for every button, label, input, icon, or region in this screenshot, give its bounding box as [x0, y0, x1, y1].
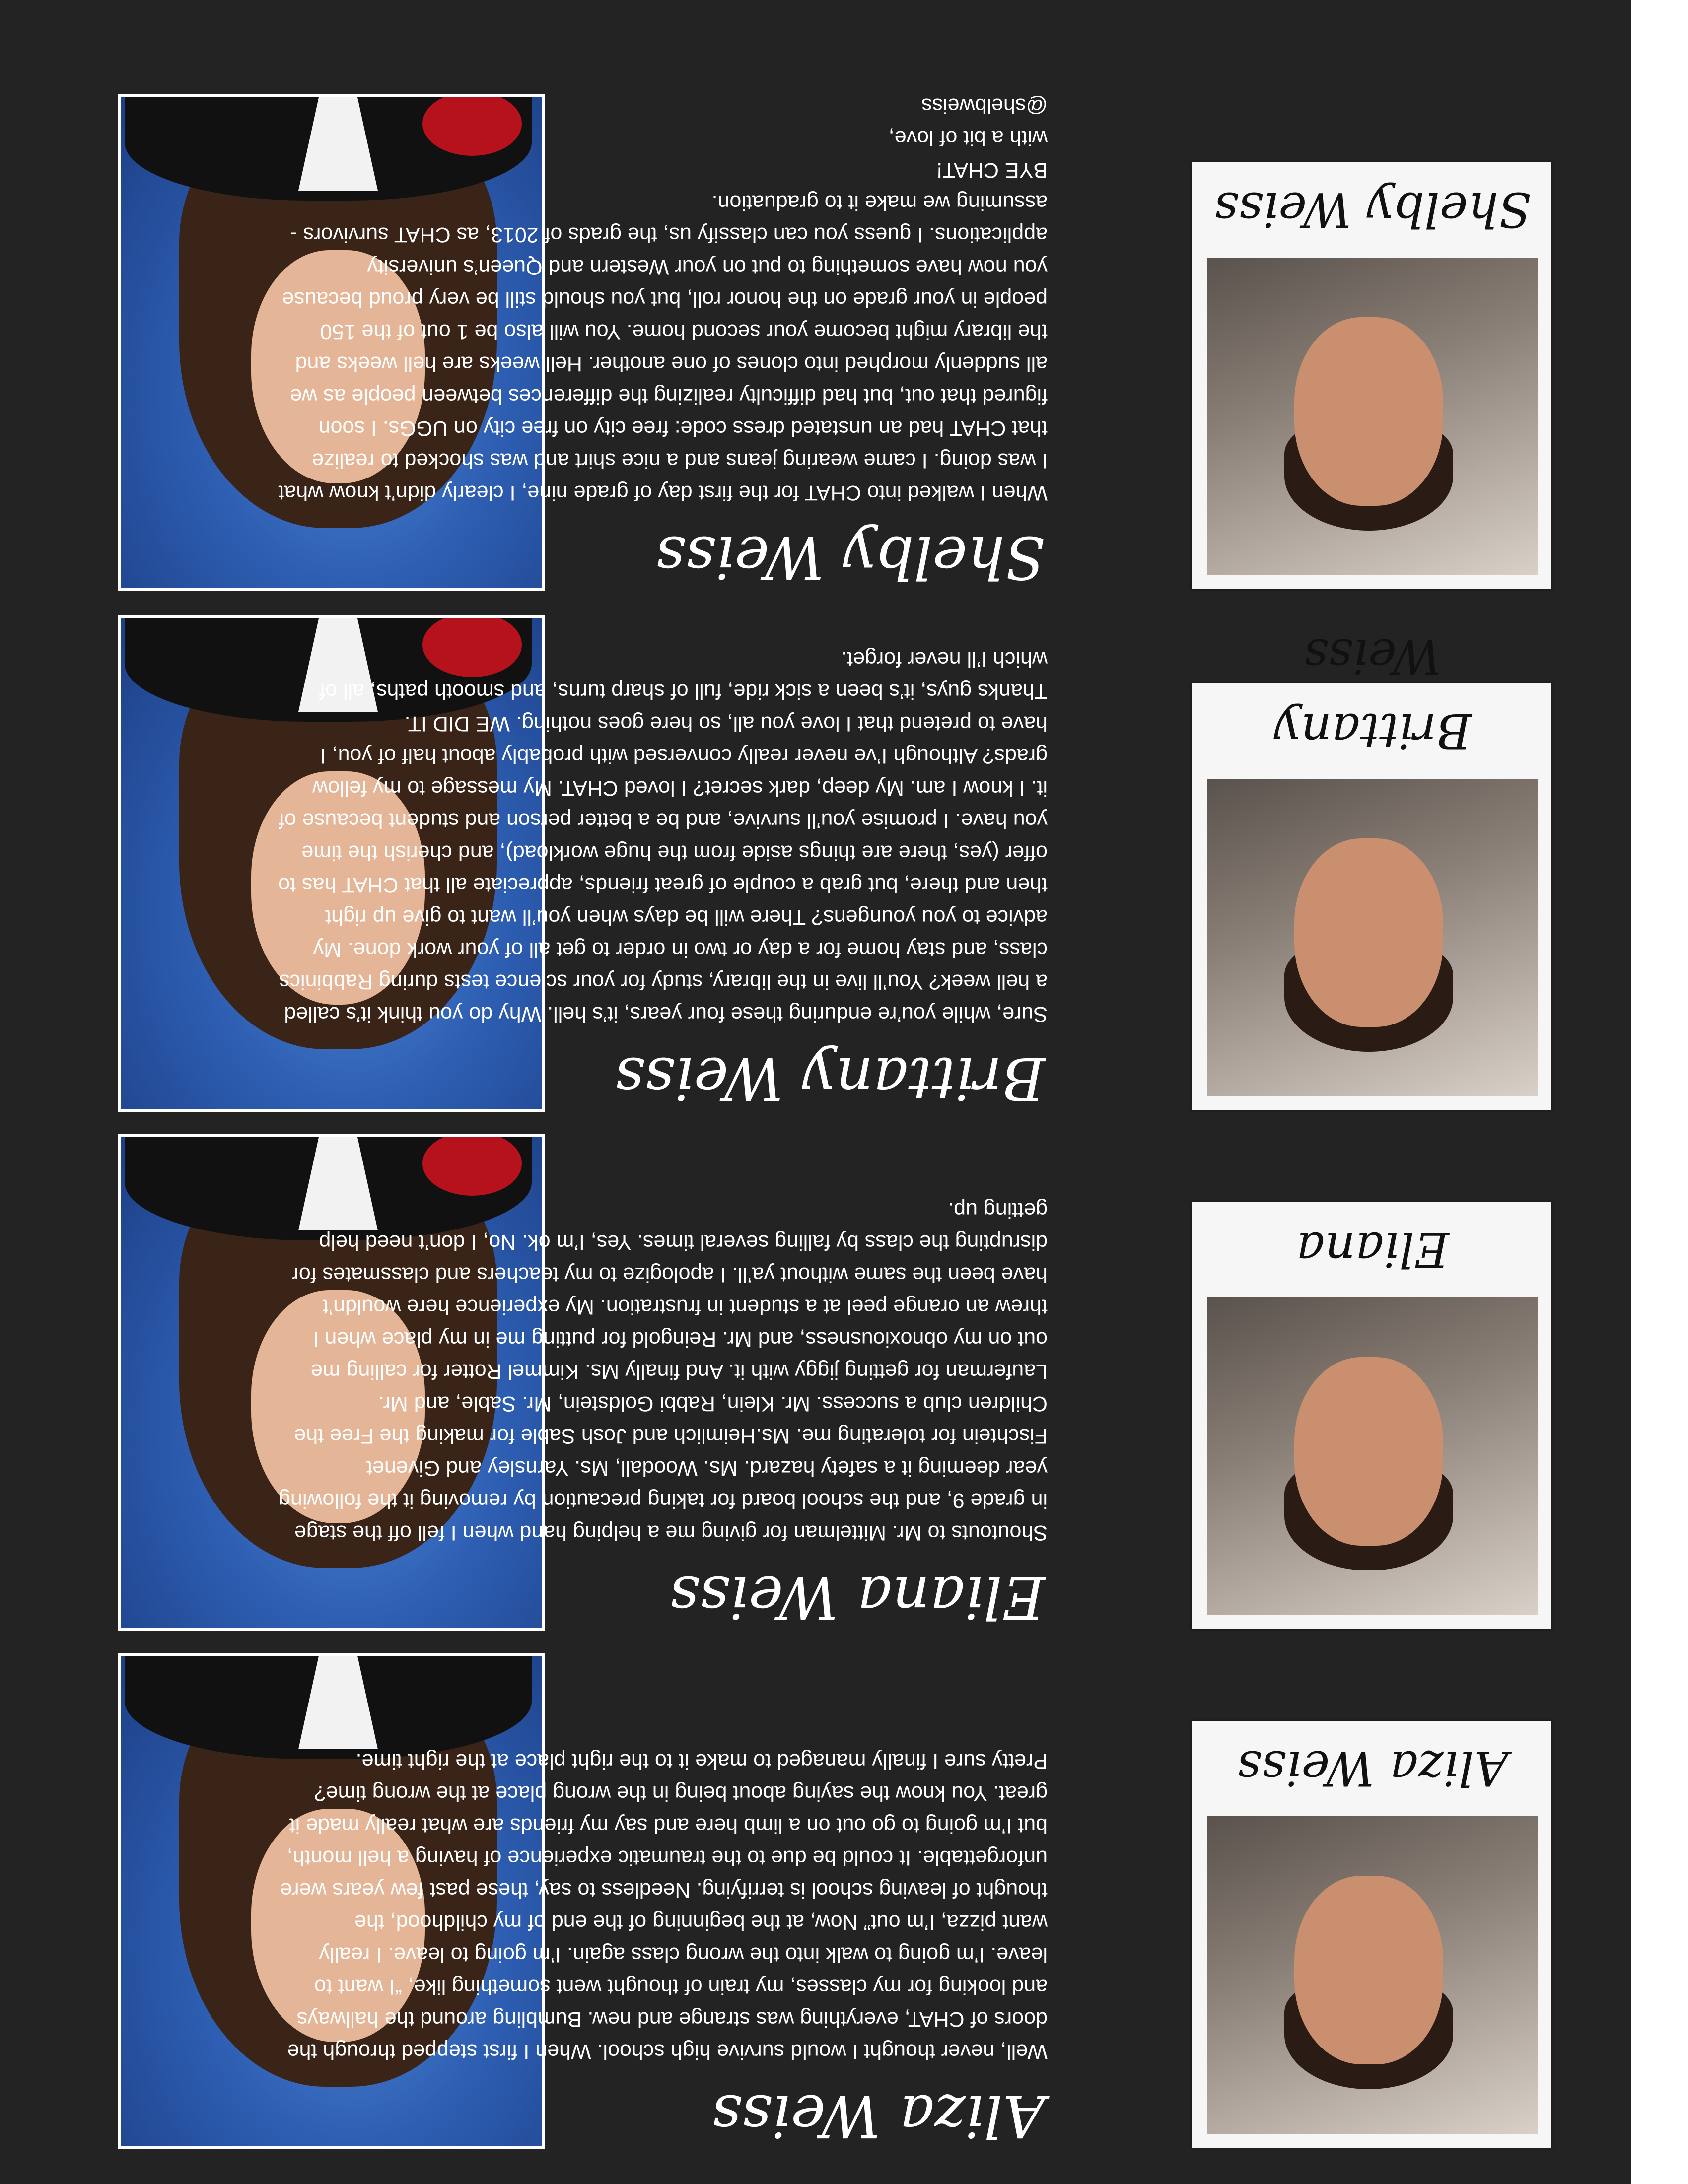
signature: Shelby Weiss — [1214, 182, 1532, 237]
student-message — [278, 1745, 1048, 2067]
student-entry-shelby — [0, 69, 1631, 591]
student-message — [278, 643, 1048, 1030]
message-paragraph: BYE CHAT! — [936, 158, 1048, 182]
student-name: Shelby Weiss — [655, 523, 1045, 592]
childhood-polaroid — [1192, 628, 1551, 1110]
childhood-polaroid — [1192, 1721, 1551, 2148]
message-paragraph: Shoutouts to Mr. Mittelman for giving me a helping hand when I fell off the stage in grade 9, and the school board for taking precaution by removing it the following year deeming it a safety hazard. Ms. Woodall, Ms. Yarnsley and Givenet Fischtein for tolerating me. Ms.Heimlich and Josh Sable for making the Free the Children club a success. Mr. Klein, Rabbi Goldstein, Mr. Sable, and Mr. Lauferman for getting jiggy with it. And finally Ms. Kimmel Rotter for calling me out on my obnoxiousness, and Mr. Reingold for putting me in my place when I threw an orange peel at a student in frustration. My experience here wouldn’t have been the same without ya’ll. I apologize to my teachers and classmates for disrupting the class by falling several times. Yes, I’m ok. No, I don’t need help getting up. — [279, 1198, 1048, 1545]
message-paragraph: Well, never thought I would survive high school. When I first stepped through the doors of CHAT, everything was strange and new. Bumbling around the hallways and looking for my classes, my train of thought went something like, “I want to leave. I’m going to walk into the wrong class again. I’m going to leave. I really want pizza, I’m out” Now, at the beginning of the end of my childhood, the thought of leaving school is terrifying. Needless to say, these past few years were unforgettable. It could be due to the traumatic experience of having a hell month, but I’m going to go out on a limb here and say my friends are what really made it great. You know the saying about being in the wrong place at the wrong time? Pretty sure I finally managed to make it to the right place at the right time. — [280, 1749, 1048, 2063]
childhood-photo — [1207, 258, 1538, 575]
message-paragraph: When I walked into CHAT for the first day of grade nine, I clearly didn’t know what I was doing. I came wearing jeans and a nice shirt and was shocked to realize that CHAT had an unstated dress code: free city on free city on UGGs. I soon figured that out, but had difficulty realizing the differences between people as we all suddenly morphed into clones of one another. Hell weeks are hell weeks and the library might become your second home. You will also be 1 out of the 150 people in your grade on the honor roll, but you should still be very proud because you now have something to put on your Western and Queen’s university applications. I guess you can classify us, the grads of 2013, as CHAT survivors - assuming we make it to graduation. — [278, 191, 1048, 505]
signature: Brittany Weiss — [1274, 628, 1472, 758]
childhood-photo — [1207, 1816, 1538, 2134]
childhood-polaroid — [1192, 1202, 1551, 1629]
message-paragraph: Thanks guys, it’s been a sick ride, full of sharp turns, and smooth paths, all of which I’ll never forget. — [319, 647, 1048, 703]
student-message — [278, 1194, 1048, 1549]
message-paragraph: @shelbweiss — [921, 94, 1048, 118]
message-paragraph: with a bit of love, — [888, 126, 1048, 150]
student-entry-aliza — [0, 1628, 1631, 2149]
childhood-photo — [1207, 779, 1538, 1096]
signature: Eliana — [1296, 1222, 1449, 1277]
student-entry-eliana — [0, 1109, 1631, 1631]
message-paragraph: Sure, while you’re enduring these four years, it’s hell. Why do you think it’s called a hell week? You’ll live in the library, study for your science tests during Rabbinics class, and stay home for a day or two in order to get all of your work done. My advice to you youngens? There will be days when you’ll want to give up right then and there, but grab a couple of great friends, appreciate all that CHAT has to offer (yes, there are things aside from the huge workload), and cherish the time you have. I promise you’ll survive, and be a better person and student because of it. I know I am. My deep, dark secret? I loved CHAT. My message to my fellow grads? Although I’ve never really conversed with probably about half of you, I have to pretend that I love you all, so here goes nothing. WE DID IT. — [278, 712, 1048, 1026]
student-entry-brittany — [0, 591, 1631, 1112]
student-name: Eliana Weiss — [669, 1563, 1045, 1632]
childhood-polaroid — [1192, 162, 1551, 589]
student-name: Aliza Weiss — [711, 2082, 1045, 2150]
signature: Aliza Weiss — [1237, 1740, 1508, 1796]
student-message — [278, 89, 1048, 509]
student-name: Brittany Weiss — [615, 1044, 1045, 1113]
childhood-photo — [1207, 1297, 1538, 1615]
